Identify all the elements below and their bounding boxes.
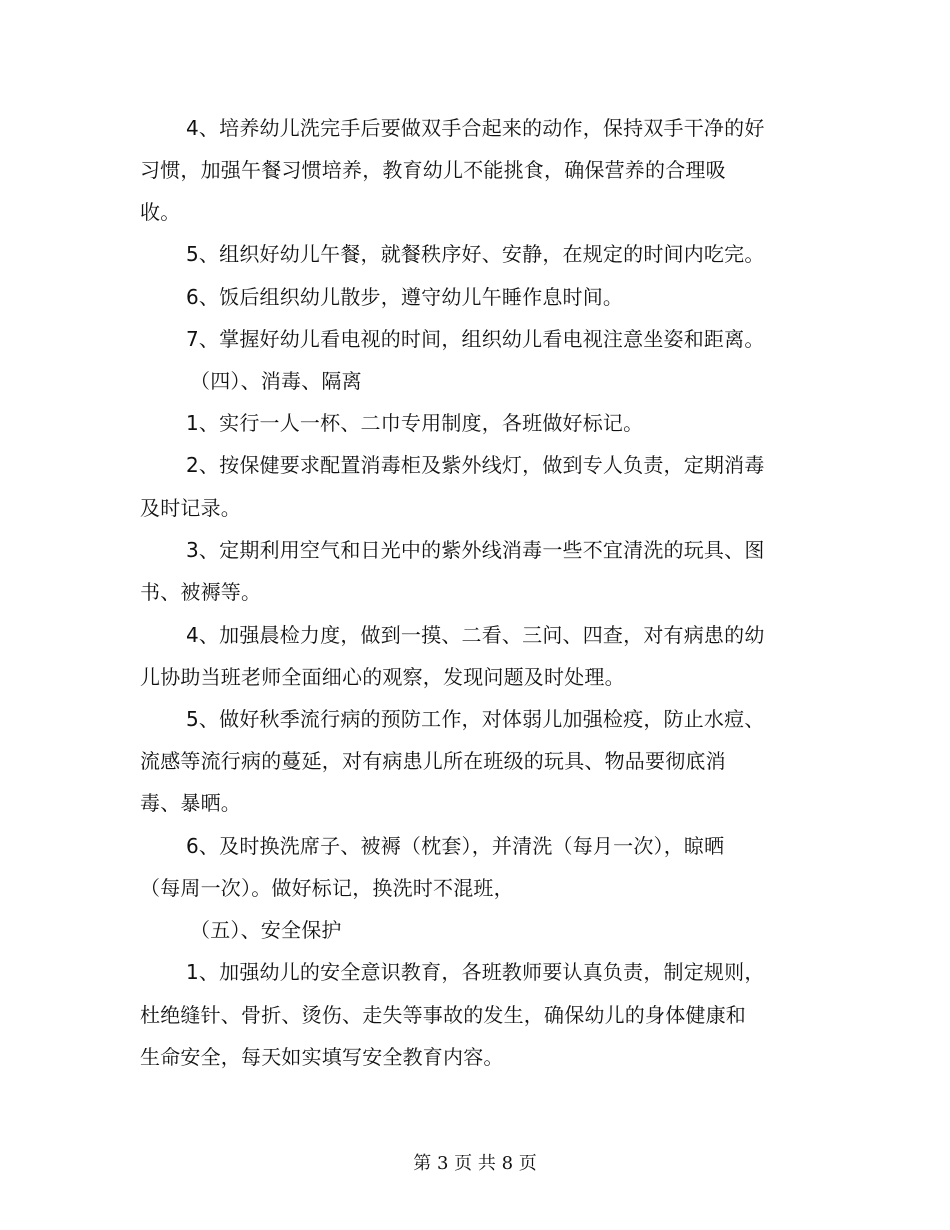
text-line: 5、组织好幼儿午餐，就餐秩序好、安静，在规定的时间内吃完。 xyxy=(186,242,765,266)
page-number-footer: 第 3 页 共 8 页 xyxy=(413,1153,537,1174)
text-line: 5、做好秋季流行病的预防工作，对体弱儿加强检疫，防止水痘、 xyxy=(186,707,765,731)
text-line: 习惯，加强午餐习惯培养，教育幼儿不能挑食，确保营养的合理吸 xyxy=(140,158,726,182)
text-line: 及时记录。 xyxy=(140,496,241,520)
text-line: 2、按保健要求配置消毒柜及紫外线灯，做到专人负责，定期消毒 xyxy=(186,453,765,477)
text-line: 1、实行一人一杯、二巾专用制度，各班做好标记。 xyxy=(186,411,644,435)
text-line: 7、掌握好幼儿看电视的时间，组织幼儿看电视注意坐姿和距离。 xyxy=(186,327,765,351)
text-line: （每周一次）。做好标记，换洗时不混班， xyxy=(140,876,514,900)
text-line: 毒、暴晒。 xyxy=(140,791,241,815)
text-line: 儿协助当班老师全面细心的观察，发现问题及时处理。 xyxy=(140,665,625,689)
text-line: 6、饭后组织幼儿散步，遵守幼儿午睡作息时间。 xyxy=(186,285,624,309)
text-line: 4、培养幼儿洗完手后要做双手合起来的动作，保持双手干净的好 xyxy=(186,116,765,140)
text-line: 生命安全，每天如实填写安全教育内容。 xyxy=(140,1045,504,1069)
text-line: 3、定期利用空气和日光中的紫外线消毒一些不宜清洗的玩具、图 xyxy=(186,538,765,562)
text-line: 6、及时换洗席子、被褥（枕套），并清洗（每月一次），晾晒 xyxy=(186,834,725,858)
text-line: 流感等流行病的蔓延，对有病患儿所在班级的玩具、物品要彻底消 xyxy=(140,749,726,773)
text-line: 杜绝缝针、骨折、烫伤、走失等事故的发生，确保幼儿的身体健康和 xyxy=(140,1003,746,1027)
text-line: 书、被褥等。 xyxy=(140,580,262,604)
text-line: 收。 xyxy=(140,200,181,224)
text-line: 4、加强晨检力度，做到一摸、二看、三问、四查，对有病患的幼 xyxy=(186,623,765,647)
text-line: 1、加强幼儿的安全意识教育，各班教师要认真负责，制定规则， xyxy=(186,960,765,984)
section-heading: （五）、安全保护 xyxy=(190,918,342,942)
section-heading: （四）、消毒、隔离 xyxy=(190,369,362,393)
